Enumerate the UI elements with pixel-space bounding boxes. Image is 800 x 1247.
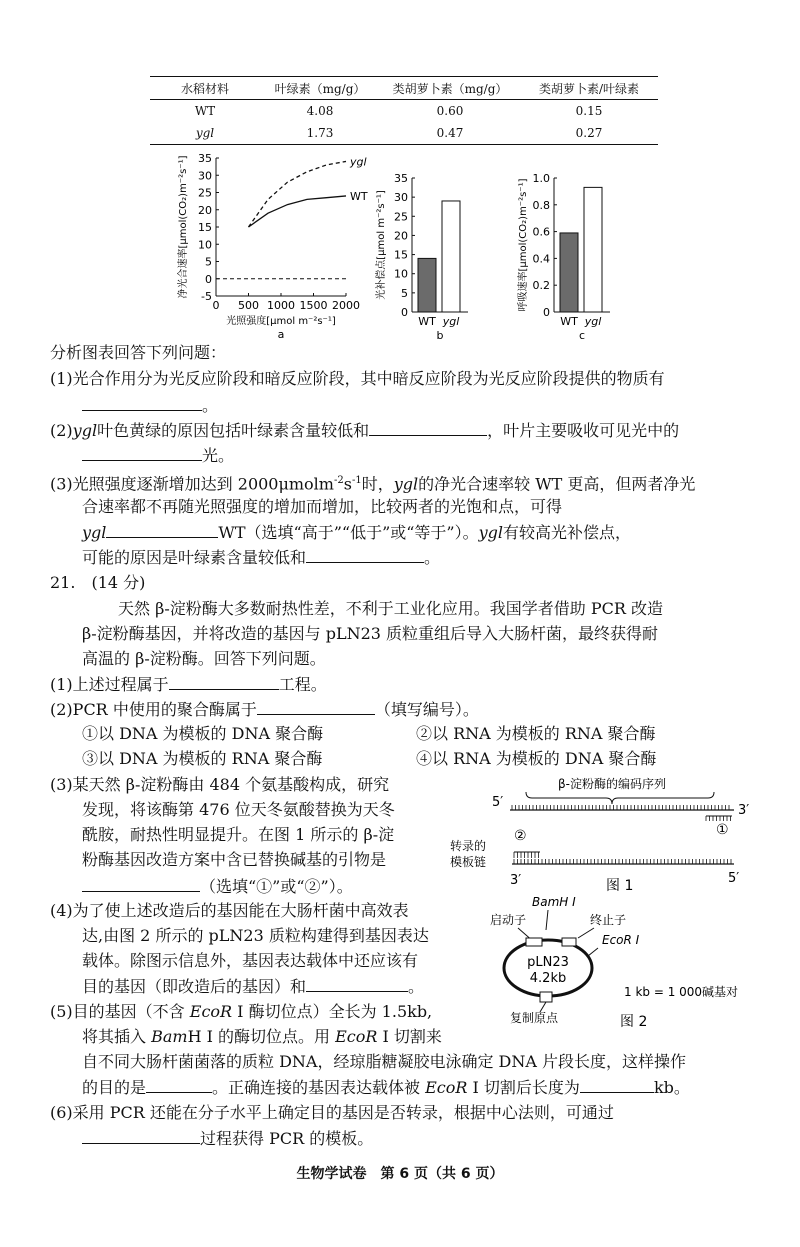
fig2-plasmid-size: 4.2kb [529, 971, 567, 986]
chart-a-y-tick-label: 35 [198, 152, 212, 165]
chart-a-y-tick-label: 30 [198, 169, 212, 183]
q2-text: 叶色黄绿的原因包括叶绿素含量较低和 [97, 421, 370, 440]
chart-c-bar-wt [560, 233, 578, 312]
q21-s2 [50, 698, 479, 721]
s1-text: 上述过程属于 [72, 675, 169, 694]
s5-line4 [82, 1076, 690, 1099]
fig2-origin-label: 复制原点 [510, 1011, 559, 1025]
chart-b-category-label: WT [418, 315, 436, 328]
s2-tail: （填写编号）。 [374, 700, 479, 719]
s5-number: (5) [50, 1002, 73, 1021]
q3-line1 [50, 470, 695, 495]
pigment-table [150, 76, 658, 145]
q3-ygl: ygl [393, 474, 419, 494]
q1-tail: 。 [202, 396, 219, 415]
chart-b-y-tick-label: 30 [394, 191, 408, 205]
s5-tail: kb。 [653, 1078, 690, 1097]
q3-ygl-2: ygl [82, 523, 107, 542]
s6-number: (6) [50, 1103, 73, 1122]
q3-text-f: 可能的原因是叶绿素含量较低和 [82, 548, 307, 567]
s3-text: 某天然 β-淀粉酶由 484 个氨基酸构成，研究 [72, 775, 390, 794]
s6-tail: 过程获得 PCR 的模板。 [200, 1129, 374, 1148]
q3-number: (3) [50, 474, 73, 494]
question-intro: 分析图表回答下列问题： [50, 343, 227, 362]
s5-text2: 将其插入 [82, 1027, 152, 1046]
chart-a-y-tick-label: 10 [198, 238, 212, 252]
chart-b-bar-ygl [442, 201, 460, 312]
q2-line1 [50, 419, 679, 442]
s6-blank[interactable] [82, 1127, 200, 1144]
s3-number: (3) [50, 775, 73, 794]
q3-text-c: 的净光合速率较 WT 更高，但两者净光 [418, 474, 696, 494]
fig1-3prime-bottom: 3′ [510, 873, 522, 888]
q3-ygl-3: ygl [478, 523, 504, 542]
chart-a-x-tick-label: 0 [212, 299, 220, 312]
q21-paragraph-3: 高温的 β-淀粉酶。回答下列问题。 [82, 649, 326, 668]
fig1-primer1-ticks [706, 816, 731, 821]
q2-text2: ，叶片主要吸收可见光中的 [487, 421, 680, 440]
q1-line1 [50, 368, 665, 390]
fig1-coding-strand-ticks [512, 805, 729, 810]
chart-a-x-label: 光照强度[μmol m⁻²s⁻¹] [226, 316, 336, 327]
table-header: 叶绿素（mg/g） [274, 81, 366, 96]
page-footer: 生物学试卷 第 6 页（共 6 页） [296, 1166, 504, 1182]
chart-b-y-tick-label: 0 [401, 306, 408, 319]
q2-blank1[interactable] [369, 419, 487, 436]
chart-c-y-tick-label: 0 [543, 306, 550, 319]
fig2-promoter-label: 启动子 [490, 913, 527, 927]
fig1-template-label-1: 转录的 [450, 839, 487, 853]
q1-line2 [82, 394, 218, 417]
fig2-bamhi-label: BamH I [532, 895, 576, 909]
chart-a-y-tick-label: -5 [201, 290, 212, 303]
s4-line2: 达,由图 2 所示的 pLN23 质粒构建得到基因表达 [82, 926, 429, 945]
q3-text-d: WT（选填“高于”“低于”或“等于”）。 [218, 523, 479, 542]
q3-sup1: -2 [333, 475, 344, 486]
s3-blank[interactable] [82, 875, 200, 892]
s5-text-b: I 酶切位点）全长为 1.5kb, [232, 1002, 433, 1021]
fig2-kb-note: 1 kb = 1 000碱基对 [624, 985, 739, 999]
s5-blank1[interactable] [146, 1076, 212, 1093]
chart-c-panel-label: c [578, 329, 586, 342]
fig1-primer2-label: ② [514, 828, 527, 844]
chart-a-x-tick-label: 2000 [332, 299, 360, 312]
s4-tail: 。 [408, 977, 425, 996]
charts-figure [170, 142, 670, 342]
q3-blank2[interactable] [306, 546, 424, 563]
q1-text: 光合作用分为光反应阶段和暗反应阶段，其中暗反应阶段为光反应阶段提供的物质有 [72, 369, 665, 388]
s1-blank[interactable] [169, 673, 279, 690]
chart-a-y-tick-label: 0 [205, 272, 212, 286]
chart-a-series-label: ygl [350, 155, 367, 169]
chart-a-y-tick-label: 25 [198, 186, 212, 200]
chart-a-series-label: WT [350, 189, 368, 203]
s5-line3: 自不同大肠杆菌菌落的质粒 DNA，经琼脂糖凝胶电泳确定 DNA 片段长度，这样操作 [82, 1052, 687, 1071]
table-cell: 0.15 [575, 104, 603, 118]
fig1-3prime-top: 3′ [738, 803, 750, 818]
chart-c-category-label: WT [560, 315, 578, 328]
s4-text: 为了使上述改造后的基因能在大肠杆菌中高效表 [72, 901, 409, 920]
fig2-origin-block [540, 992, 552, 1002]
chart-a-y-tick-label: 20 [198, 203, 212, 217]
table-header: 类胡萝卜素/叶绿素 [538, 81, 640, 96]
q3-text: 光照强度逐渐增加达到 2000μmolm [72, 474, 334, 494]
q3-unit: s [343, 474, 352, 494]
figure-1 [440, 772, 760, 894]
s4-line1 [50, 900, 409, 922]
option-2: ②以 RNA 为模板的 RNA 聚合酶 [416, 724, 656, 743]
s5-bam: Bam [151, 1027, 188, 1046]
chart-b-y-tick-label: 35 [394, 172, 408, 185]
table-cell: 4.08 [306, 104, 334, 118]
s5-eco-3: EcoR [425, 1078, 468, 1097]
chart-c-y-tick-label: 1.0 [532, 172, 550, 185]
fig2-caption: 图 2 [620, 1014, 648, 1030]
table-cell: 1.73 [306, 126, 334, 140]
fig2-terminator-pointer [578, 928, 594, 938]
s5-text2b: H I 的酶切位点。用 [187, 1027, 336, 1046]
s5-text: 目的基因（不含 [72, 1002, 190, 1021]
s3-line1 [50, 774, 389, 796]
s5-text2c: I 切割来 [377, 1027, 442, 1046]
fig1-title: β-淀粉酶的编码序列 [558, 777, 666, 791]
chart-b-bar-wt [418, 258, 436, 312]
q3-text-b: 时， [361, 474, 394, 494]
fig2-plasmid-name: pLN23 [527, 955, 569, 970]
s6-text: 采用 PCR 还能在分子水平上确定目的基因是否转录，根据中心法则，可通过 [72, 1103, 614, 1122]
chart-b-y-tick-label: 10 [394, 267, 408, 281]
q3-line3 [82, 521, 631, 544]
chart-a-series-wt [249, 196, 347, 227]
fig1-template-strand-ticks [514, 859, 731, 864]
chart-b-y-tick-label: 20 [394, 229, 408, 243]
s3-line5 [82, 875, 353, 898]
q2-ygl: ygl [72, 421, 98, 440]
chart-b-y-label: 光补偿点[μmol m⁻²s⁻¹] [376, 190, 387, 300]
q21-paragraph-2: β-淀粉酶基因，并将改造的基因与 pLN23 质粒重组后导入大肠杆菌，最终获得耐 [82, 624, 659, 643]
q3-line2: 合速率都不再随光照强度的增加而增加，比较两者的光饱和点，可得 [82, 497, 563, 516]
option-1: ①以 DNA 为模板的 DNA 聚合酶 [82, 724, 324, 743]
chart-c-category-label: ygl [584, 315, 602, 328]
s4-blank[interactable] [306, 975, 408, 992]
chart-c-y-label: 呼吸速率[μmol(CO₂)m⁻²s⁻¹] [518, 178, 529, 312]
chart-a-y-tick-label: 15 [198, 221, 212, 234]
chart-b-y-tick-label: 5 [401, 286, 408, 300]
chart-a-y-tick-label: 5 [205, 255, 212, 269]
q2-blank2[interactable] [82, 444, 202, 461]
option-4: ④以 RNA 为模板的 DNA 聚合酶 [416, 749, 657, 768]
table-cell: 0.47 [436, 126, 464, 140]
figure-2 [470, 890, 770, 1032]
s5-line1 [50, 1001, 432, 1023]
s4-number: (4) [50, 901, 73, 920]
chart-a-panel-label: a [277, 328, 285, 341]
fig1-5prime-bottom: 5′ [728, 871, 740, 886]
s6-line1 [50, 1102, 614, 1124]
fig2-ecori-label: EcoR I [602, 933, 640, 947]
s4-line3: 载体。除图示信息外，基因表达载体中还应该有 [82, 951, 419, 970]
q3-sup2: -1 [351, 475, 362, 486]
q3-line4 [82, 546, 440, 569]
s1-tail: 工程。 [278, 675, 327, 694]
fig1-brace [526, 792, 714, 804]
fig1-5prime-top: 5′ [492, 795, 504, 810]
q3-blank1[interactable] [106, 521, 218, 538]
chart-b-y-tick-label: 15 [394, 248, 408, 262]
s3-tail: （选填“①”或“②”）。 [200, 877, 353, 896]
chart-b-category-label: ygl [442, 315, 460, 328]
chart-c-y-tick-label: 0.6 [532, 225, 550, 239]
s2-number: (2) [50, 700, 73, 719]
table-cell: 0.60 [436, 104, 464, 118]
fig2-terminator-label: 终止子 [590, 913, 627, 927]
s5-line2 [82, 1026, 442, 1048]
s2-blank[interactable] [257, 698, 375, 715]
s5-text4b: 。正确连接的基因表达载体被 [212, 1078, 426, 1097]
chart-a-x-tick-label: 500 [238, 299, 259, 312]
s4-text4: 目的基因（即改造后的基因）和 [82, 977, 307, 996]
q2-tail: 光。 [202, 446, 235, 465]
chart-c-y-tick-label: 0.8 [532, 198, 550, 212]
q1-blank[interactable] [82, 394, 202, 411]
s5-eco: EcoR [189, 1002, 233, 1021]
fig1-primer1-label: ① [716, 822, 729, 838]
s2-text: PCR 中使用的聚合酶属于 [72, 700, 257, 719]
fig1-primer2-ticks [514, 852, 539, 858]
chart-c-y-tick-label: 0.4 [532, 252, 550, 266]
fig1-template-label-2: 模板链 [450, 855, 487, 869]
q21-heading: 21. (14 分) [50, 573, 146, 592]
q2-number: (2) [50, 421, 73, 440]
chart-a-x-tick-label: 1500 [299, 299, 328, 312]
chart-b-panel-label: b [436, 329, 444, 342]
chart-b-y-tick-label: 25 [394, 210, 408, 224]
q1-number: (1) [50, 369, 73, 388]
s3-line2: 发现，将该酶第 476 位天冬氨酸替换为天冬 [82, 800, 395, 819]
table-cell: 0.27 [575, 126, 603, 140]
s5-blank2[interactable] [580, 1076, 654, 1093]
q21-s1 [50, 673, 327, 696]
fig2-promoter-block [526, 938, 542, 946]
s6-line2 [82, 1127, 373, 1150]
s5-eco-2: EcoR [335, 1027, 378, 1046]
table-cell: ygl [195, 126, 215, 140]
s1-number: (1) [50, 675, 73, 694]
chart-c-bar-ygl [584, 187, 602, 312]
fig1-caption: 图 1 [606, 878, 634, 894]
s3-line4: 粉酶基因改造方案中含已替换碱基的引物是 [82, 850, 387, 869]
s4-line4 [82, 975, 424, 998]
fig2-bamhi-pointer [546, 910, 548, 930]
option-3: ③以 DNA 为模板的 RNA 聚合酶 [82, 749, 323, 768]
s5-text4: 的目的是 [82, 1078, 147, 1097]
q3-tail: 。 [424, 548, 441, 567]
fig2-terminator-block [562, 938, 576, 946]
table-cell: WT [194, 104, 216, 118]
fig2-ecori-pointer [588, 948, 598, 956]
chart-c-y-tick-label: 0.2 [532, 279, 550, 293]
table-header: 水稻材料 [180, 81, 229, 96]
q3-text-e: 有较高光补偿点， [503, 523, 632, 542]
chart-a-y-label: 净光合速率[μmol(CO₂)m⁻²s⁻¹] [178, 155, 189, 299]
q2-line2 [82, 444, 234, 467]
q21-paragraph-1: 天然 β-淀粉酶大多数耐热性差，不利于工业化应用。我国学者借助 PCR 改造 [118, 599, 663, 618]
s5-text4c: I 切割后长度为 [467, 1078, 580, 1097]
chart-a-x-tick-label: 1000 [267, 299, 295, 312]
s3-line3: 酰胺，耐热性明显提升。在图 1 所示的 β-淀 [82, 825, 395, 844]
table-header: 类胡萝卜素（mg/g） [392, 81, 508, 96]
